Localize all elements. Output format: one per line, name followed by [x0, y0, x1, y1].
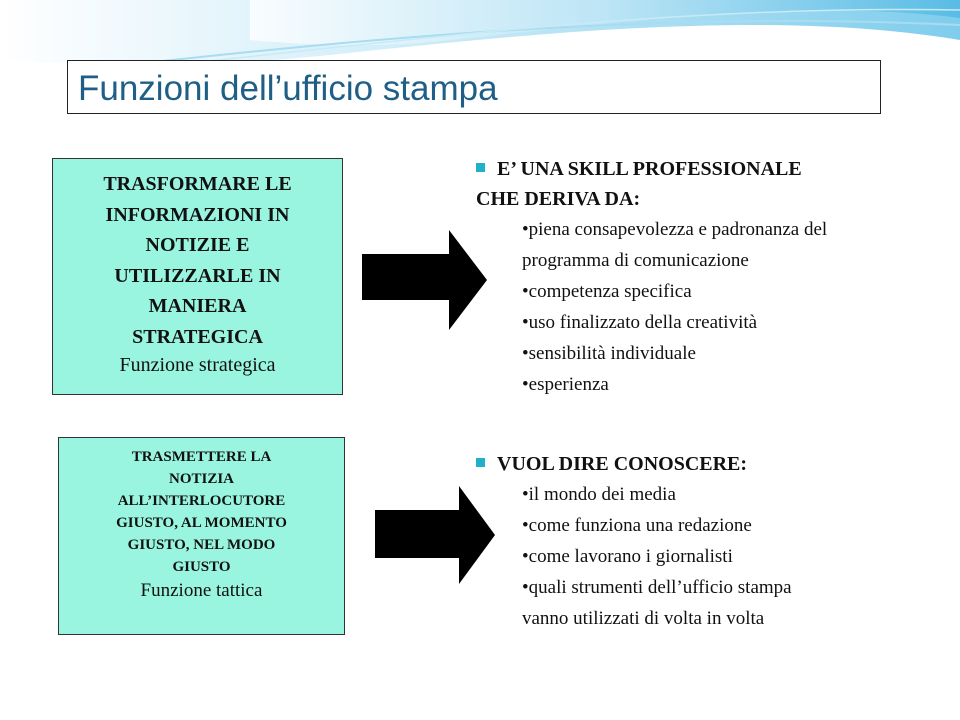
list-item: •come funziona una redazione [522, 515, 752, 536]
box1-line: NOTIZIE E [145, 234, 250, 256]
box1-subtitle: Funzione strategica [119, 354, 276, 376]
list-item: •il mondo dei media [522, 484, 676, 505]
knowledge-heading-text: VUOL DIRE CONOSCERE: [497, 453, 748, 475]
list-item: •come lavorano i giornalisti [522, 546, 733, 567]
box2-line: GIUSTO [172, 559, 231, 575]
strategic-function-box [52, 158, 343, 395]
box2-line: NOTIZIA [168, 471, 235, 487]
square-bullet-icon [476, 458, 485, 467]
box2-line: GIUSTO, AL MOMENTO [116, 515, 287, 531]
list-item: •piena consapevolezza e padronanza del [522, 219, 828, 240]
box2-line: ALL’INTERLOCUTORE [117, 493, 286, 509]
list-item: •uso finalizzato della creatività [522, 312, 758, 333]
box2-subtitle: Funzione tattica [140, 580, 263, 601]
square-bullet-icon [476, 163, 485, 172]
tactical-function-box [58, 437, 345, 635]
box2-line: TRASMETTERE LA [131, 449, 272, 465]
box1-line: TRASFORMARE LE [103, 173, 292, 195]
box1-line: STRATEGICA [132, 325, 263, 348]
skill-heading-line1: E’ UNA SKILL PROFESSIONALE [497, 158, 802, 180]
box1-line: MANIERA [148, 295, 247, 317]
skill-heading [476, 154, 960, 184]
box1-line: UTILIZZARLE IN [114, 264, 281, 287]
box2-line: GIUSTO, NEL MODO [127, 537, 276, 553]
skill-section [476, 154, 960, 400]
knowledge-section [476, 449, 960, 634]
knowledge-heading [476, 449, 960, 479]
list-item: vanno utilizzati di volta in volta [522, 608, 765, 629]
list-item: •competenza specifica [522, 281, 692, 302]
list-item: •sensibilità individuale [522, 343, 696, 364]
right-arrow-icon [362, 230, 487, 330]
box1-line: INFORMAZIONI IN [105, 203, 290, 226]
list-item: programma di comunicazione [522, 250, 749, 271]
list-item: •esperienza [522, 374, 609, 395]
page-title: Funzioni dell’ufficio stampa [78, 69, 498, 108]
list-item: •quali strumenti dell’ufficio stampa [522, 577, 792, 598]
skill-heading-line2: CHE DERIVA DA: [476, 188, 641, 210]
title-box [67, 60, 881, 114]
